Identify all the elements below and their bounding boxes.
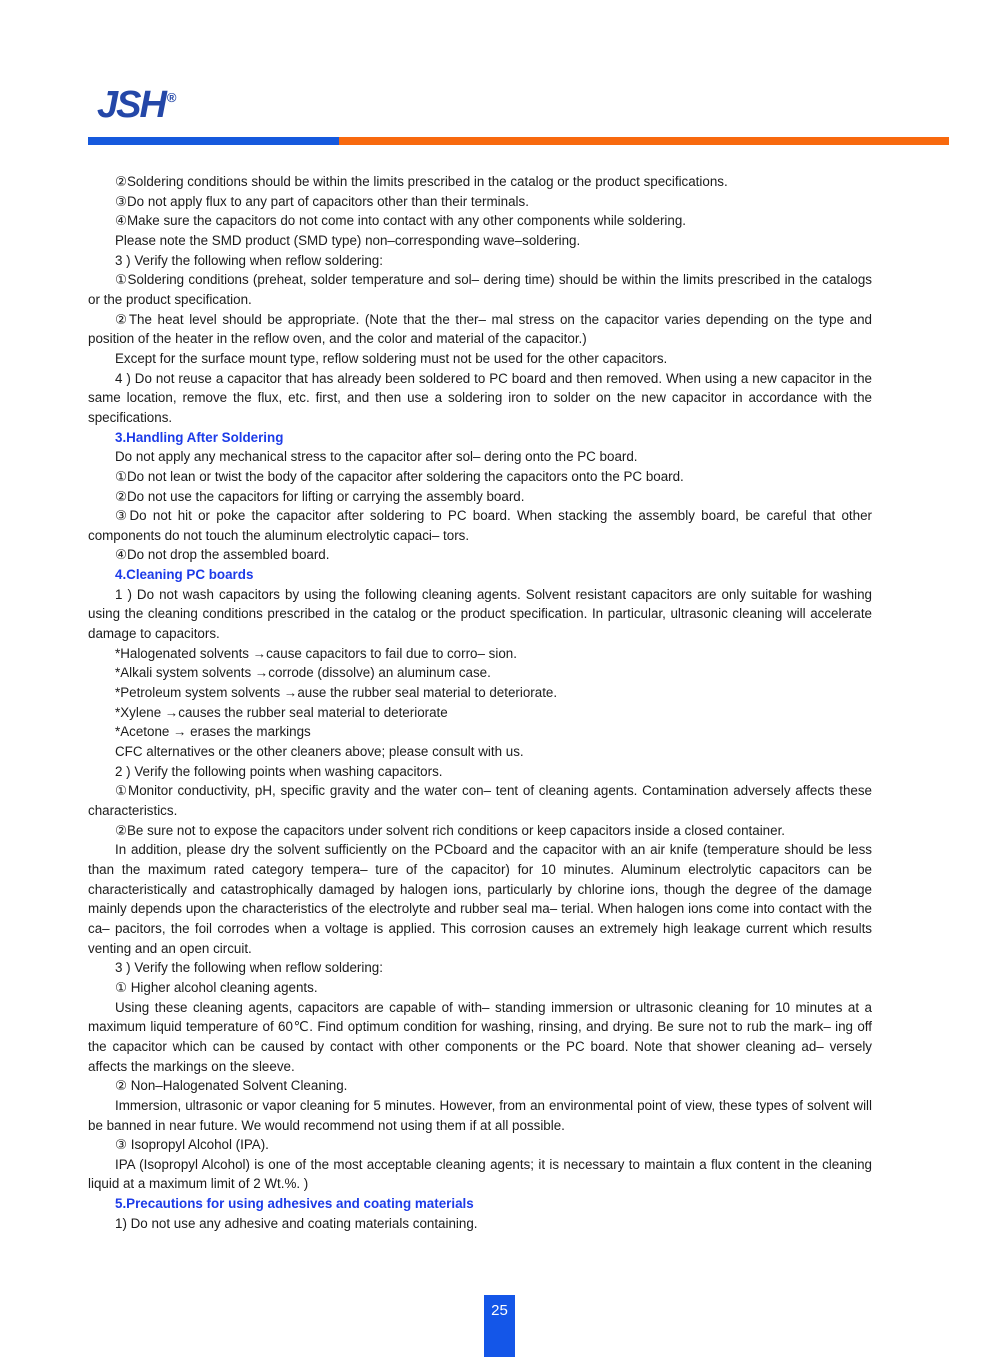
paragraph: ②Soldering conditions should be within the limits prescribed in the catalog or the product specifications. [115,174,728,189]
paragraph: *Acetone → erases the markings [115,724,311,740]
paragraph: *Alkali system solvents →corrode (dissolve) an aluminum case. [115,665,491,681]
paragraph: ④Make sure the capacitors do not come into contact with any other components while soldering. [115,213,686,229]
paragraph: 1 ) Do not wash capacitors by using the following cleaning agents. Solvent resistant capacitors are only suitable for washing using the cleaning conditions prescribed in the catalog or the product specification. In particular, ultrasonic cleaning will accelerate damage to capacitors. [88,586,872,642]
page-number: 25 [491,1302,508,1319]
paragraph: ①Do not lean or twist the body of the capacitor after soldering the capacitors onto the PC board. [115,468,684,484]
header-divider [88,137,949,145]
paragraph: CFC alternatives or the other cleaners above; please consult with us. [115,744,524,760]
paragraph: ② Non–Halogenated Solvent Cleaning. [115,1078,348,1094]
paragraph: ①Soldering conditions (preheat, solder temperature and sol– dering time) should be within the limits prescribed in the catalogs or the product specification. [88,272,872,307]
header-divider-orange-segment [339,137,949,145]
paragraph: Immersion, ultrasonic or vapor cleaning for 5 minutes. However, from an environmental point of view, these types of solvent will be banned in near future. We would recommend not using them if at all possible. [88,1097,872,1133]
paragraph: 4 ) Do not reuse a capacitor that has already been soldered to PC board and then removed. When using a new capacitor in the same location, remove the flux, etc. first, and then use a soldering iron to solder on the new capacitor in accordance with the specifications. [88,370,872,425]
section-heading: 5.Precautions for using adhesives and coating materials [115,1196,474,1212]
paragraph: Please note the SMD product (SMD type) non–corresponding wave–soldering. [115,232,581,248]
registered-trademark-icon: ® [166,90,177,105]
paragraph: Using these cleaning agents, capacitors are capable of with– standing immersion or ultrasonic cleaning for 10 minutes at a maximum liquid temperature of 60℃. Find optimum condition for washing, rinsing, and drying. Be sure not to rub the mark– ing off the capacitor which can be caused by contact with other components or the PC board. Note that shower cleaning ad– versely affects the markings on the sleeve. [88,999,872,1074]
header-divider-blue-segment [88,137,339,145]
paragraph: ①Monitor conductivity, pH, specific gravity and the water con– tent of cleaning agents. Contamination adversely affects these characteristics. [88,783,872,818]
paragraph: 2 ) Verify the following points when washing capacitors. [115,763,443,779]
jsh-logo [97,84,175,127]
paragraph: 3 ) Verify the following when reflow soldering: [115,252,383,268]
paragraph: *Halogenated solvents →cause capacitors to fail due to corro– sion. [115,645,517,661]
paragraph: ②Be sure not to expose the capacitors under solvent rich conditions or keep capacitors inside a closed container. [115,822,786,838]
paragraph: ③Do not hit or poke the capacitor after soldering to PC board. When stacking the assembly board, be careful that other components do not touch the aluminum electrolytic capaci– tors. [88,508,872,543]
paragraph: ③Do not apply flux to any part of capacitors other than their terminals. [115,193,529,209]
paragraph: ③ Isopropyl Alcohol (IPA). [115,1137,269,1153]
paragraph: ① Higher alcohol cleaning agents. [115,979,318,995]
paragraph: IPA (Isopropyl Alcohol) is one of the most acceptable cleaning agents; it is necessary to maintain a flux content in the cleaning liquid at a maximum limit of 2 Wt.%. ) [88,1156,872,1192]
logo-text: JSH [97,84,165,126]
paragraph: 3 ) Verify the following when reflow soldering: [115,960,383,976]
paragraph: 1) Do not use any adhesive and coating materials containing. [115,1215,478,1231]
paragraph: Do not apply any mechanical stress to the capacitor after sol– dering onto the PC board. [115,449,638,465]
paragraph: *Xylene →causes the rubber seal material to deteriorate [115,704,448,720]
page-number-badge [484,1295,515,1357]
paragraph: In addition, please dry the solvent sufficiently on the PCboard and the capacitor with an air knife (temperature should be less than the maximum rated category tempera– ture of the capacitor) for 10 minutes. Aluminum electrolytic capacitors can be characteristically and catastrophically damaged by halogen ions, particularly by chlorine ions, though the degree of the damage mainly depends upon the characteristics of the electrolyte and rubber seal ma– terial. When halogen ions come into contact with the ca– pacitors, the foil corrodes when a voltage is applied. This corrosion causes an extremely high leakage current which results venting and an open circuit. [88,842,872,956]
paragraph: ②The heat level should be appropriate. (Note that the ther– mal stress on the capacitor varies depending on the type and position of the heater in the reflow oven, and the color and material of the capacitor.) [88,311,872,347]
paragraph: ④Do not drop the assembled board. [115,547,330,563]
paragraph: Except for the surface mount type, reflow soldering must not be used for the other capacitors. [115,350,668,366]
paragraph: ②Do not use the capacitors for lifting or carrying the assembly board. [115,488,525,504]
section-heading: 3.Handling After Soldering [115,429,284,445]
document-body [88,172,872,1233]
section-heading: 4.Cleaning PC boards [115,567,254,583]
paragraph: *Petroleum system solvents →ause the rubber seal material to deteriorate. [115,685,558,701]
